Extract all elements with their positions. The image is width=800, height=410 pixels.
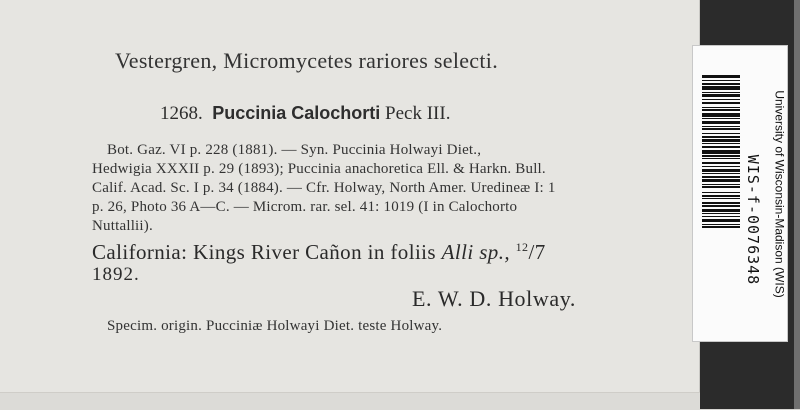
locality-line: California: Kings River Cañon in foliis Alli sp., $^{12}$/7: [92, 240, 546, 264]
date-month: 7: [534, 240, 546, 264]
label-bottom-edge: [0, 392, 700, 410]
series-header: Vestergren, Micromycetes rariores selecti.: [115, 48, 498, 73]
host-name: Alli sp.,: [441, 240, 510, 264]
exsiccata-number: 1268.: [160, 103, 203, 124]
date-day: 12: [515, 240, 529, 254]
barcode-image: [702, 75, 740, 307]
species-authority: Peck III.: [385, 103, 451, 124]
taxon-title: [160, 103, 450, 125]
collector-name: E. W. D. Holway.: [412, 286, 576, 311]
collection-year: 1892.: [92, 264, 140, 285]
reference-line: Bot. Gaz. VI p. 228 (1881). — Syn. Puccinia Holwayi Diet.,: [107, 142, 482, 158]
barcode-code: WIS-f-0076348: [744, 154, 762, 286]
reference-line: Calif. Acad. Sc. I p. 34 (1884). — Cfr. Holway, North Amer. Uredineæ I: 1: [92, 180, 556, 196]
barcode-code-wrap: [738, 120, 768, 320]
reference-line: p. 26, Photo 36 A—C. — Microm. rar. sel. 41: 1019 (I in Calochorto: [92, 199, 518, 215]
institution-wrap: [768, 45, 792, 342]
reference-line: Nuttallii).: [92, 218, 153, 234]
barcode-gap: [702, 228, 740, 230]
species-name: Puccinia Calochorti: [212, 103, 381, 123]
institution-name: University of Wisconsin-Madison (WIS): [773, 89, 787, 298]
specimen-note: Specim. origin. Pucciniæ Holwayi Diet. teste Holway.: [107, 318, 443, 334]
sheet-edge-border: [794, 0, 800, 409]
locality-text: California: Kings River Cañon in foliis: [92, 240, 436, 264]
reference-line: Hedwigia XXXII p. 29 (1893); Puccinia anachoretica Ell. & Harkn. Bull.: [92, 161, 546, 177]
